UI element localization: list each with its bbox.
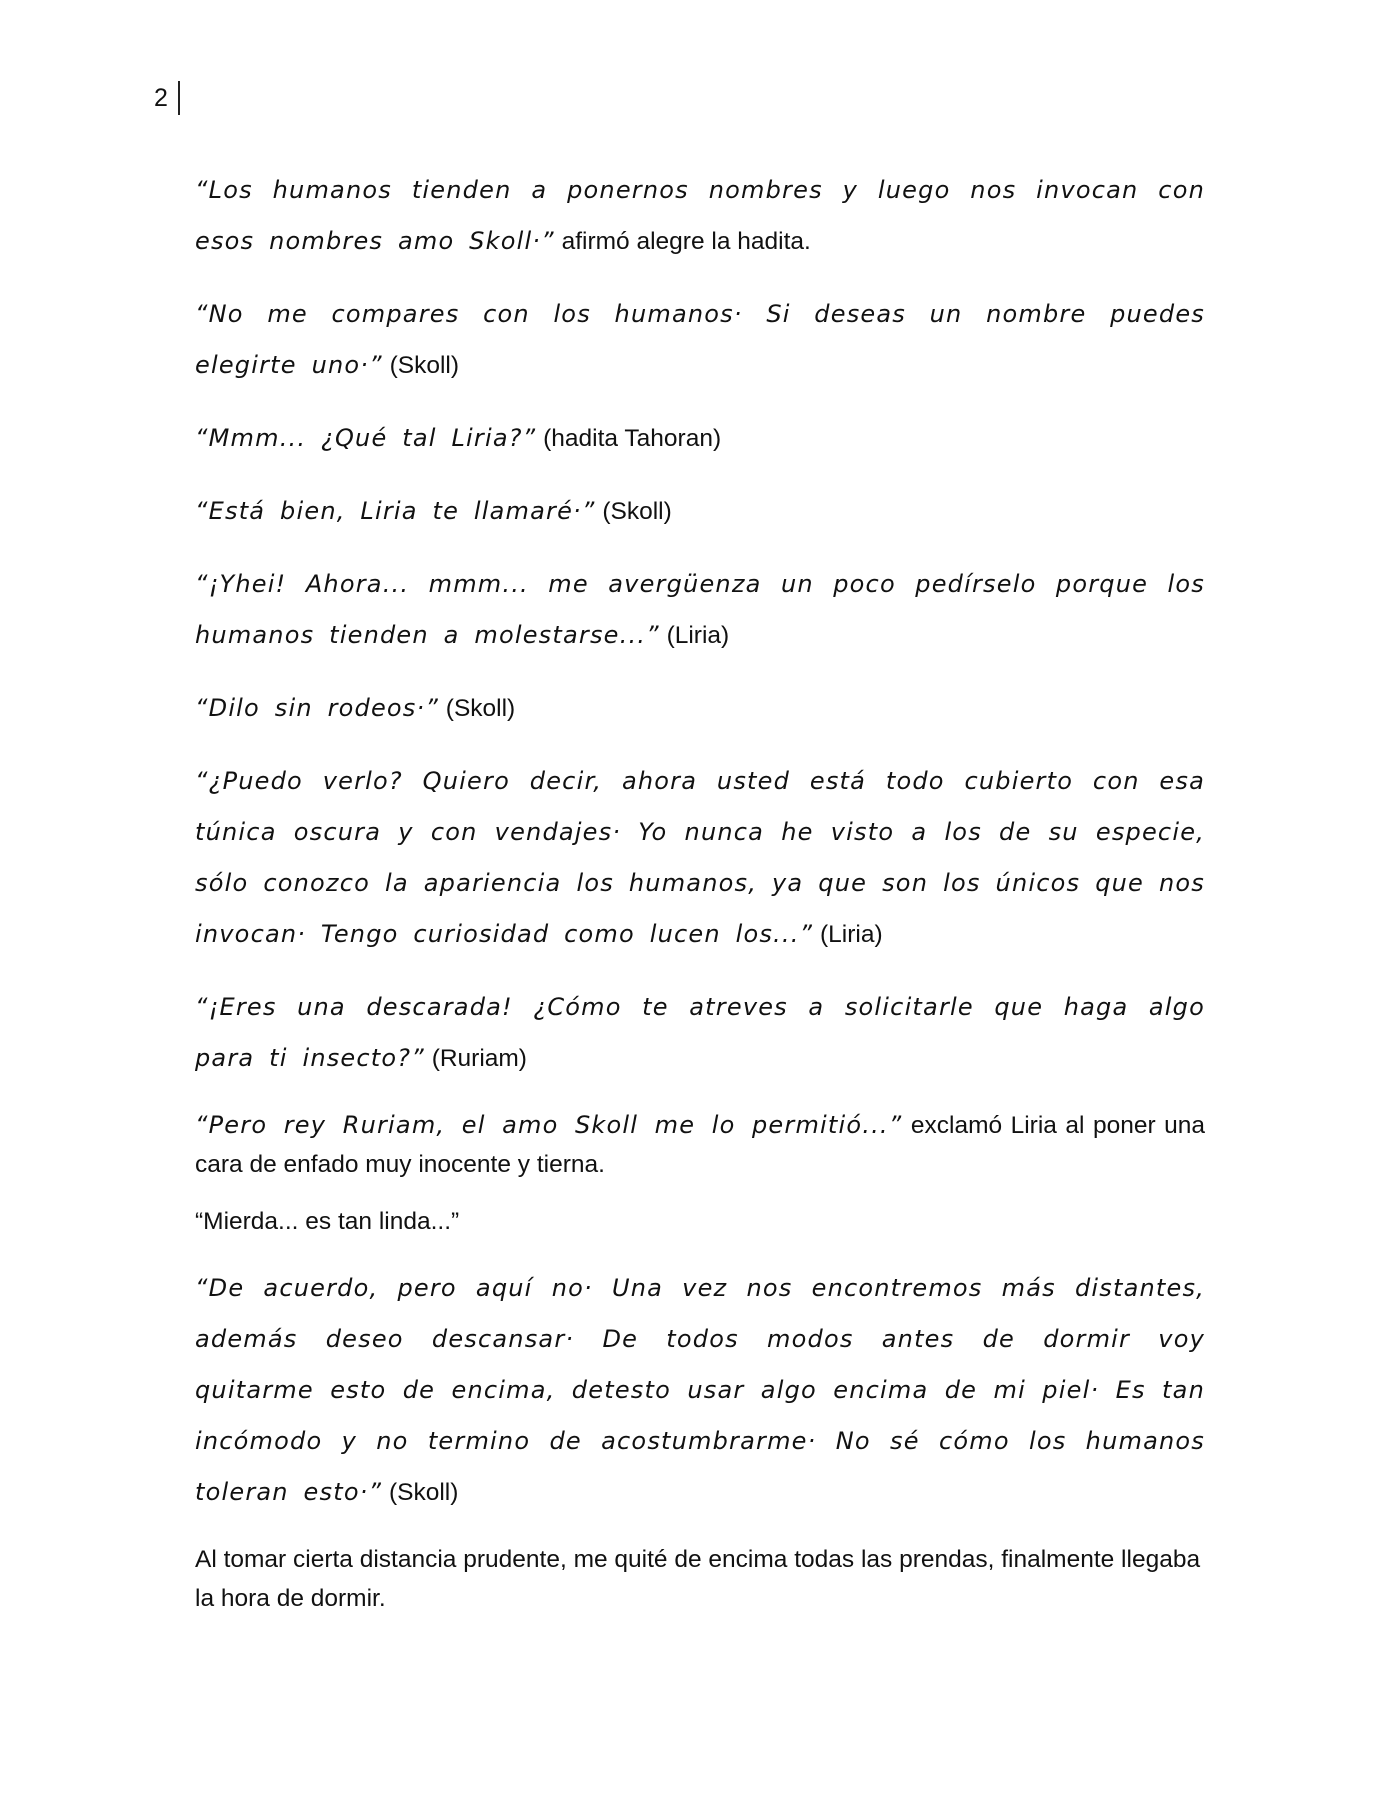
paragraph-5 (195, 559, 1205, 661)
dialogue-text: “Está bien, Liria te llamaré·” (195, 497, 596, 525)
paragraph-3 (195, 413, 1205, 464)
dialogue-text: “¡Eres una descarada! ¿Cómo te atreves a solicitarle que haga algo para ti insecto?” (195, 993, 1205, 1072)
speaker-tag: (hadita Tahoran) (543, 425, 722, 452)
narration-text: Al tomar cierta distancia prudente, me quité de encima todas las prendas, finalmente llegaba la hora de dormir. (195, 1546, 1201, 1612)
paragraph-8 (195, 982, 1205, 1084)
dialogue-text: “No me compares con los humanos· Si deseas un nombre puedes elegirte uno·” (195, 300, 1205, 379)
dialogue-text: “¡Yhei! Ahora... mmm... me avergüenza un poco pedírselo porque los humanos tienden a molestarse...” (195, 570, 1205, 649)
paragraph-10 (195, 1202, 1205, 1241)
dialogue-text: “Dilo sin rodeos·” (195, 694, 439, 722)
dialogue-text: “Los humanos tienden a ponernos nombres y luego nos invocan con esos nombres amo Skoll·” (195, 176, 1205, 255)
header-divider (178, 81, 180, 115)
paragraph-11 (195, 1263, 1205, 1518)
speaker-tag: exclamó Liria al poner una cara de enfado muy inocente y tierna. (195, 1112, 1205, 1178)
paragraph-4 (195, 486, 1205, 537)
speaker-tag: (Liria) (666, 622, 730, 649)
dialogue-text: “De acuerdo, pero aquí no· Una vez nos encontremos más distantes, además deseo descansar· De todos modos antes de dormir voy quitarme esto de encima, detesto usar algo encima de mi piel· Es tan incómodo y no termino de acostumbrarme· No sé cómo los humanos toleran esto·” (195, 1274, 1205, 1506)
narration-text: “Mierda... es tan linda...” (195, 1208, 460, 1235)
speaker-tag: (Liria) (820, 921, 883, 948)
speaker-tag: (Skoll) (388, 1479, 459, 1506)
dialogue-text: “Pero rey Ruriam, el amo Skoll me lo permitió...” (195, 1111, 903, 1139)
paragraph-6 (195, 683, 1205, 734)
page-body (195, 165, 1205, 1640)
speaker-tag: (Ruriam) (431, 1045, 527, 1072)
speaker-tag: (Skoll) (389, 352, 459, 379)
page-header (154, 80, 180, 116)
paragraph-2 (195, 289, 1205, 391)
dialogue-text: “¿Puedo verlo? Quiero decir, ahora usted está todo cubierto con esa túnica oscura y con vendajes· Yo nunca he visto a los de su especie, sólo conozco la apariencia los humanos, ya que son los únicos que nos invocan· Tengo curiosidad como lucen los...” (195, 767, 1205, 948)
paragraph-12 (195, 1540, 1205, 1618)
speaker-tag: (Skoll) (445, 695, 516, 722)
page-number: 2 (154, 84, 168, 112)
speaker-tag: afirmó alegre la hadita. (561, 228, 811, 255)
paragraph-9 (195, 1106, 1205, 1184)
paragraph-1 (195, 165, 1205, 267)
paragraph-7 (195, 756, 1205, 960)
dialogue-text: “Mmm... ¿Qué tal Liria?” (195, 424, 537, 452)
speaker-tag: (Skoll) (602, 498, 672, 525)
